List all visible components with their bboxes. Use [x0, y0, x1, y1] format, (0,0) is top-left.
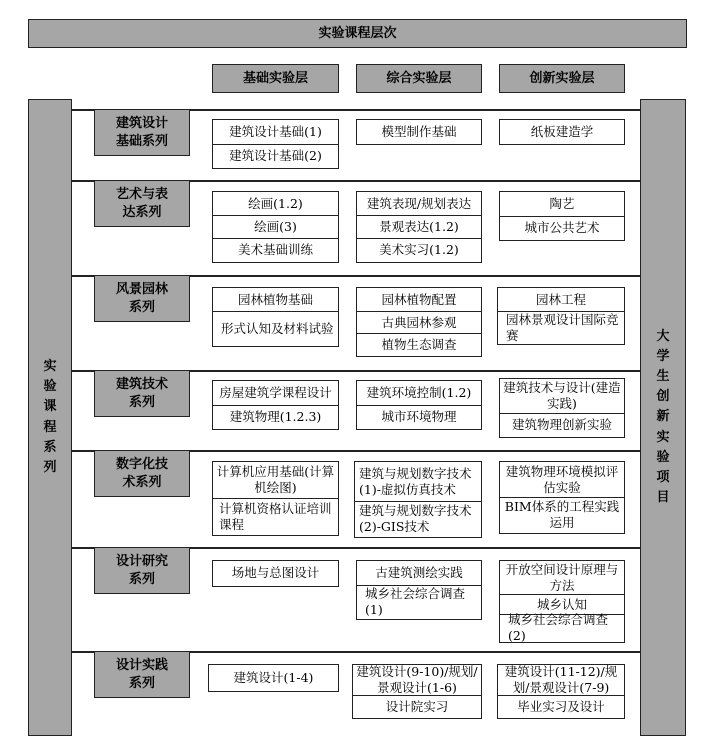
level-label-innovative: 创新实验层 — [529, 70, 595, 86]
series-name: 数字化技 术系列 — [115, 456, 168, 490]
series-label — [94, 651, 190, 698]
course-box — [497, 664, 625, 719]
course-item: 美术基础训练 — [213, 238, 338, 261]
right-label-text — [656, 327, 669, 508]
course-box — [499, 119, 625, 145]
right-label-bar — [640, 99, 686, 736]
vertical-char: 课 — [43, 399, 57, 415]
course-item: 建筑物理环境模拟评估实验 — [505, 463, 619, 495]
left-label-bar — [28, 99, 72, 736]
course-item: 建筑设计(9-10)/规划/景观设计(1-6) — [356, 664, 478, 695]
course-item: 建筑物理创新实验 — [500, 413, 624, 436]
course-item: 模型制作基础 — [381, 123, 457, 139]
course-item: 开放空间设计原理与方法 — [505, 561, 619, 593]
course-item: 建筑环境控制(1.2) — [366, 385, 472, 401]
course-item: 园林景观设计国际竞赛 — [498, 311, 624, 343]
series-name: 建筑设计 基础系列 — [115, 115, 168, 149]
course-item: 场地与总图设计 — [231, 565, 320, 581]
course-item: 绘画(3) — [213, 215, 338, 238]
series-label — [94, 275, 190, 322]
course-box — [356, 119, 482, 145]
course-item: BIM体系的工程实践运用 — [500, 497, 624, 532]
course-item: 毕业实习及设计 — [498, 695, 624, 717]
course-box — [352, 664, 482, 719]
course-box — [356, 560, 482, 620]
course-box — [499, 461, 625, 534]
vertical-char: 生 — [656, 369, 670, 385]
course-box — [499, 378, 625, 438]
series-label — [94, 109, 190, 156]
course-item: 园林工程 — [535, 291, 586, 307]
course-item: 计算机资格认证培训课程 — [213, 498, 338, 534]
course-box — [354, 461, 482, 538]
title-bar — [28, 19, 687, 48]
vertical-char: 程 — [43, 419, 57, 435]
course-item: 古建筑测绘实践 — [375, 565, 463, 581]
course-box — [212, 380, 339, 430]
vertical-char: 学 — [656, 349, 670, 364]
course-item: 绘画(1.2) — [248, 195, 303, 211]
vertical-char: 新 — [656, 409, 670, 425]
series-name: 风景园林 系列 — [115, 281, 168, 315]
level-header-comprehensive — [356, 64, 482, 93]
level-label-comprehensive: 综合实验层 — [386, 70, 452, 86]
vertical-char: 实 — [656, 429, 670, 445]
course-item: 陶艺 — [549, 196, 575, 212]
vertical-char: 列 — [43, 459, 57, 475]
course-box — [212, 191, 339, 263]
course-item: 建筑与规划数字技术(1)-虚拟仿真技术 — [359, 465, 472, 497]
series-name: 设计研究 系列 — [115, 553, 168, 587]
course-item: 古典园林参观 — [357, 311, 481, 333]
course-item: 形式认知及材料试验 — [213, 311, 338, 345]
vertical-char: 创 — [656, 389, 670, 405]
course-item: 景观表达(1.2) — [357, 215, 481, 238]
course-item: 建筑设计基础(2) — [213, 144, 338, 167]
course-item: 纸板建造学 — [530, 123, 594, 139]
course-item: 园林植物基础 — [237, 291, 313, 307]
vertical-char: 验 — [43, 379, 57, 395]
course-item: 城乡社会综合调查(2) — [500, 614, 624, 641]
course-item: 建筑设计(11-12)/规划/景观设计(7-9) — [504, 664, 618, 695]
series-name: 艺术与表 达系列 — [115, 186, 168, 220]
course-item: 城市公共艺术 — [500, 216, 624, 239]
title-text: 实验课程层次 — [318, 25, 397, 41]
series-name: 设计实践 系列 — [115, 657, 168, 691]
course-box — [212, 560, 339, 587]
course-item: 建筑设计(1-4) — [233, 669, 314, 685]
course-box — [499, 560, 625, 643]
course-item: 园林植物配置 — [381, 291, 457, 307]
vertical-char: 目 — [656, 489, 670, 505]
course-item: 美术实习(1.2) — [357, 238, 481, 261]
course-item: 城乡社会综合调查(1) — [357, 585, 481, 618]
vertical-char: 项 — [656, 469, 670, 485]
vertical-char: 验 — [656, 449, 670, 465]
series-name: 建筑技术 系列 — [115, 376, 168, 410]
course-box — [497, 287, 625, 345]
course-item: 植物生态调查 — [357, 333, 481, 355]
course-item: 建筑设计基础(1) — [229, 124, 322, 140]
course-box — [212, 287, 339, 347]
course-box — [356, 287, 482, 357]
series-label — [94, 450, 190, 497]
series-label — [94, 180, 190, 227]
course-item: 建筑物理(1.2.3) — [213, 405, 338, 428]
left-label-text — [43, 357, 56, 478]
vertical-char: 系 — [43, 439, 57, 455]
course-box — [212, 461, 339, 536]
course-item: 城市环境物理 — [357, 405, 481, 428]
course-box — [208, 664, 339, 692]
series-label — [94, 547, 190, 594]
course-item: 建筑与规划数字技术(2)-GIS技术 — [355, 501, 481, 536]
course-item: 计算机应用基础(计算机绘图) — [216, 464, 335, 495]
level-header-basic — [212, 64, 339, 93]
vertical-char: 实 — [43, 359, 57, 375]
course-box — [212, 119, 339, 169]
level-header-innovative — [499, 64, 625, 93]
course-item: 设计院实习 — [353, 695, 481, 717]
course-item: 房屋建筑学课程设计 — [219, 385, 332, 401]
course-item: 建筑表现/规划表达 — [366, 195, 472, 211]
level-label-basic: 基础实验层 — [242, 70, 308, 86]
course-box — [356, 191, 482, 263]
course-item: 城乡认知 — [500, 594, 624, 614]
series-label — [94, 370, 190, 417]
course-item: 建筑技术与设计(建造实践) — [503, 380, 621, 411]
course-box — [356, 380, 482, 430]
course-box — [499, 191, 625, 241]
vertical-char: 大 — [656, 328, 670, 344]
